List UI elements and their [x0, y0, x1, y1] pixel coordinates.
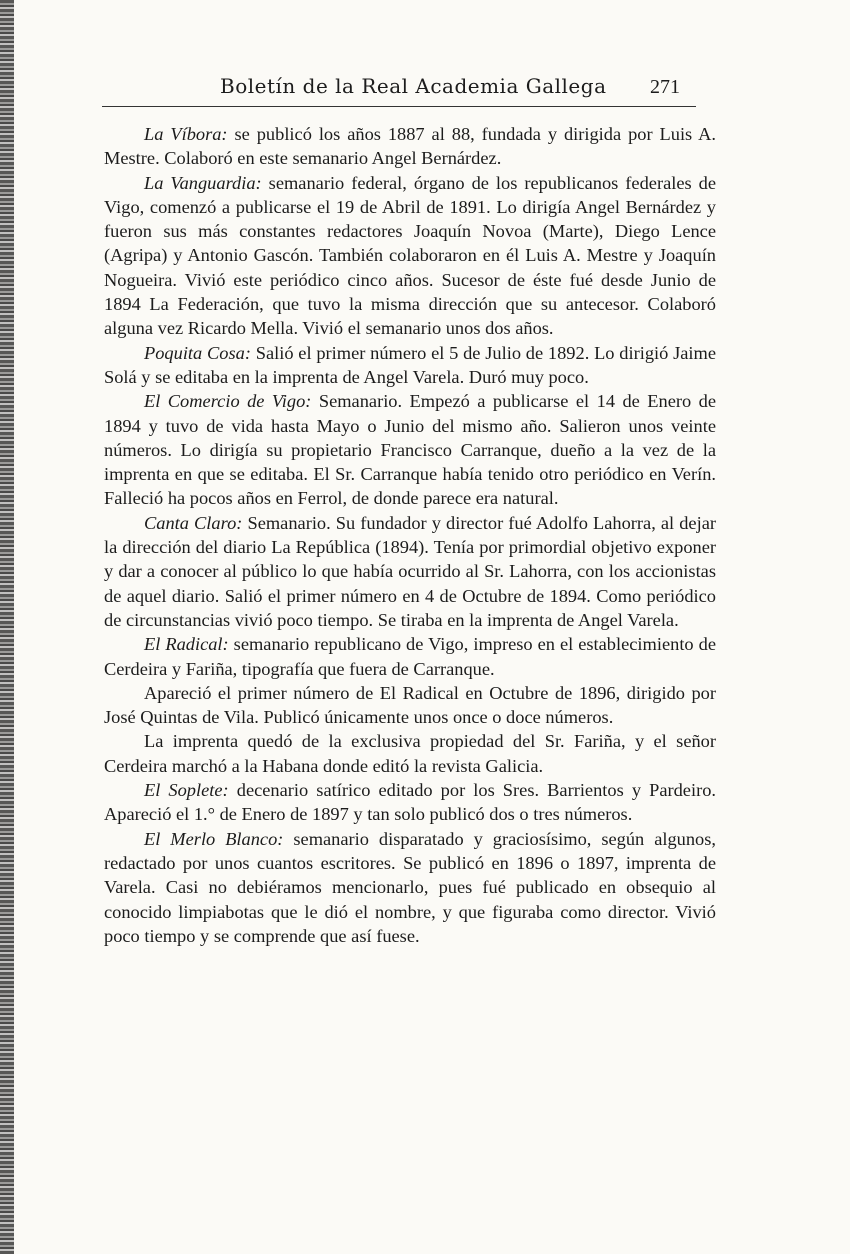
publication-title: El Soplete: — [144, 780, 229, 801]
paragraph — [104, 122, 716, 171]
paragraph — [104, 778, 716, 827]
publication-title: La Víbora: — [144, 124, 228, 144]
paragraph-text: Apareció el primer número de El Radical en Octubre de 1896, dirigido por José Quintas de Vila. Publicó únicamente unos once o doce números. — [104, 682, 716, 728]
journal-title: Boletín de la Real Academia Gallega — [220, 74, 607, 98]
paragraph-text: se publicó los años 1887 al 88, fundada y dirigida por Luis A. Mestre. Colaboró en este semanario Angel Bernárdez. — [104, 124, 716, 169]
paragraph — [104, 632, 716, 681]
article-body — [104, 122, 716, 948]
publication-title: La Vanguardia: — [144, 172, 262, 193]
paragraph-text: decenario satírico editado por los Sres. Barrientos y Pardeiro. Apareció el 1.° de Enero de 1897 y tan solo publicó dos o tres números. — [104, 780, 716, 825]
paragraph — [104, 681, 716, 730]
paragraph-text: semanario disparatado y graciosísimo, según algunos, redactado por unos cuantos escritores. Se publicó en 1896 o 1897, imprenta de Varela. Casi no debiéramos mencionarlo, pues fué publicado en obsequio al conocido limpiabotas que le dió el nombre, y que figuraba como director. Vivió poco tiempo y se comprende que así fuese. — [104, 828, 716, 946]
publication-title: El Merlo Blanco: — [144, 828, 284, 849]
publication-title: Canta Claro: — [144, 512, 243, 533]
paragraph — [104, 389, 716, 510]
publication-title: Poquita Cosa: — [144, 342, 251, 363]
paragraph-text: Semanario. Empezó a publicarse el 14 de Enero de 1894 y tuvo de vida hasta Mayo o Junio del mismo año. Salieron unos veinte números. Lo dirigía su propietario Francisco Carranque, dueño a la vez de la imprenta en que se editaba. El Sr. Carranque había tenido otro periódico en Verín. Falleció ha pocos años en Ferrol, de donde parece era natural. — [104, 391, 716, 509]
page-header — [102, 72, 696, 107]
paragraph-text: semanario federal, órgano de los republicanos federales de Vigo, comenzó a publicarse el 19 de Abril de 1891. Lo dirigía Angel Bernárdez y fueron sus más constantes redactores Joaquín Novoa (Marte), Diego Lence (Agripa) y Antonio Gascón. También colaboraron en él Luis A. Mestre y Joaquín Nogueira. Vivió este periódico cinco años. Sucesor de éste fué desde Junio de 1894 La Federación, que tuvo la misma dirección que su antecesor. Colaboró alguna vez Ricardo Mella. Vivió el semanario unos dos años. — [104, 172, 717, 339]
publication-title: El Comercio de Vigo: — [144, 391, 312, 412]
paragraph-text: semanario republicano de Vigo, impreso en el establecimiento de Cerdeira y Fariña, tipografía que fuera de Carranque. — [104, 634, 716, 679]
paragraph — [104, 341, 716, 390]
paragraph — [104, 171, 716, 341]
page-number: 271 — [650, 76, 680, 98]
publication-title: El Radical: — [144, 634, 229, 655]
paragraph-text: Salió el primer número el 5 de Julio de 1892. Lo dirigió Jaime Solá y se editaba en la imprenta de Angel Varela. Duró muy poco. — [104, 342, 716, 387]
paragraph — [104, 729, 716, 778]
paragraph-text: La imprenta quedó de la exclusiva propiedad del Sr. Fariña, y el señor Cerdeira marchó a la Habana donde editó la revista Galicia. — [104, 731, 716, 776]
scan-binding-edge — [0, 0, 14, 1254]
paragraph-text: Semanario. Su fundador y director fué Adolfo Lahorra, al dejar la dirección del diario La República (1894). Tenía por primordial objetivo exponer y dar a conocer al público lo que había ocurrido al Sr. Lahorra, con los accionistas de aquel diario. Salió el primer número en 4 de Octubre de 1894. Como periódico de circunstancias vivió poco tiempo. Se tiraba en la imprenta de Angel Varela. — [104, 512, 716, 630]
paragraph — [104, 511, 716, 632]
paragraph — [104, 827, 716, 948]
